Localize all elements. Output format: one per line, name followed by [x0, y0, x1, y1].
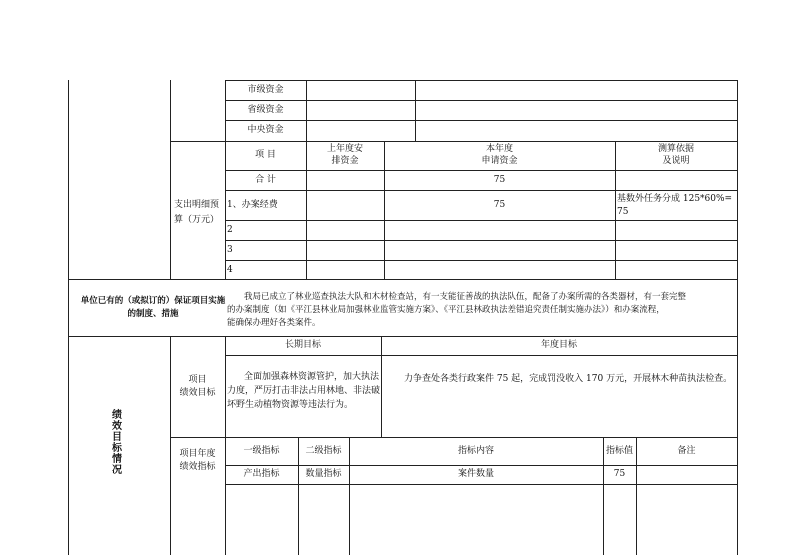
measures-text: 我局已成立了林业巡查执法大队和木材检查站，有一支能征善战的执法队伍，配备了办案所需的各类器材，有一套完整	[244, 292, 687, 302]
indicator-level2: 数量指标	[305, 469, 342, 479]
budget-header-last-year: 上年度安	[326, 144, 363, 154]
budget-row-basis: 75	[617, 207, 629, 217]
indicator-header-content: 指标内容	[457, 446, 494, 456]
divider	[68, 279, 737, 280]
divider	[225, 80, 737, 81]
divider	[225, 220, 737, 221]
divider	[170, 437, 737, 438]
divider	[225, 100, 737, 101]
indicator-label: 绩效指标	[179, 462, 216, 472]
divider	[225, 120, 737, 121]
measures-label: 单位已有的（或拟订的）保证项目实施	[80, 296, 226, 306]
divider	[225, 260, 737, 261]
divider	[68, 336, 737, 337]
budget-row-item: 4	[227, 265, 233, 275]
project-goal-label: 绩效目标	[179, 388, 216, 398]
funding-row-label: 市级资金	[247, 85, 284, 95]
budget-row-this-year: 75	[493, 200, 506, 210]
budget-row-item: 1、办案经费	[227, 200, 278, 210]
indicator-header-note: 备注	[677, 446, 696, 456]
long-term-goal-text: 力度，严厉打击非法占用林地、非法破	[227, 386, 381, 396]
measures-text: 的办案制度（如《平江县林业局加强林业监管实施方案》、《平江县林政执法差错追究责任制实施办法》）和办案流程，	[227, 305, 665, 315]
budget-header-basis: 测算依据	[657, 144, 694, 154]
indicator-header-value: 指标值	[605, 446, 633, 456]
budget-header-item: 项 目	[255, 150, 276, 160]
indicator-label: 项目年度	[179, 449, 216, 459]
indicator-header-level1: 一级指标	[243, 446, 280, 456]
divider	[170, 141, 737, 142]
budget-row-this-year: 75	[493, 175, 506, 185]
budget-section-label: 支出明细预算（万元）	[174, 200, 220, 225]
long-term-goal-text: 坏野生动植物资源等违法行为。	[227, 400, 354, 410]
budget-header-basis: 及说明	[662, 156, 690, 166]
divider	[225, 170, 737, 171]
indicator-header-level2: 二级指标	[305, 446, 342, 456]
measures-label: 的制度、措施	[127, 309, 179, 319]
divider	[225, 484, 737, 485]
performance-section-label: 绩效目标情况	[112, 410, 122, 476]
annual-goal-text: 力争查处各类行政案件 75 起，完成罚没收入 170 万元，开展林木种苗执法检查。	[404, 374, 733, 384]
budget-header-last-year: 排资金	[331, 156, 359, 166]
annual-goal-header: 年度目标	[540, 340, 577, 350]
divider	[170, 336, 171, 555]
budget-row-item: 2	[227, 225, 233, 235]
indicator-level1: 产出指标	[243, 469, 280, 479]
divider	[225, 355, 737, 356]
funding-row-label: 省级资金	[247, 105, 284, 115]
divider	[170, 80, 171, 279]
divider	[306, 80, 307, 141]
budget-header-this-year: 本年度	[485, 144, 513, 154]
divider	[415, 80, 416, 141]
border-right	[737, 80, 738, 555]
divider	[225, 190, 737, 191]
long-term-goal-header: 长期目标	[284, 340, 321, 350]
long-term-goal-text: 全面加强森林资源管护，加大执法	[244, 372, 380, 382]
budget-row-item: 3	[227, 245, 233, 255]
divider	[225, 240, 737, 241]
budget-row-item: 合 计	[255, 175, 276, 185]
budget-row-basis: 基数外任务分成 125*60%=	[617, 194, 733, 204]
indicator-value: 75	[613, 469, 626, 479]
indicator-content: 案件数量	[457, 469, 494, 479]
budget-header-this-year: 申请资金	[481, 156, 518, 166]
project-goal-label: 项目	[188, 375, 207, 385]
funding-row-label: 中央资金	[247, 125, 284, 135]
divider	[225, 465, 737, 466]
measures-text: 能确保办理好各类案件。	[227, 318, 321, 328]
